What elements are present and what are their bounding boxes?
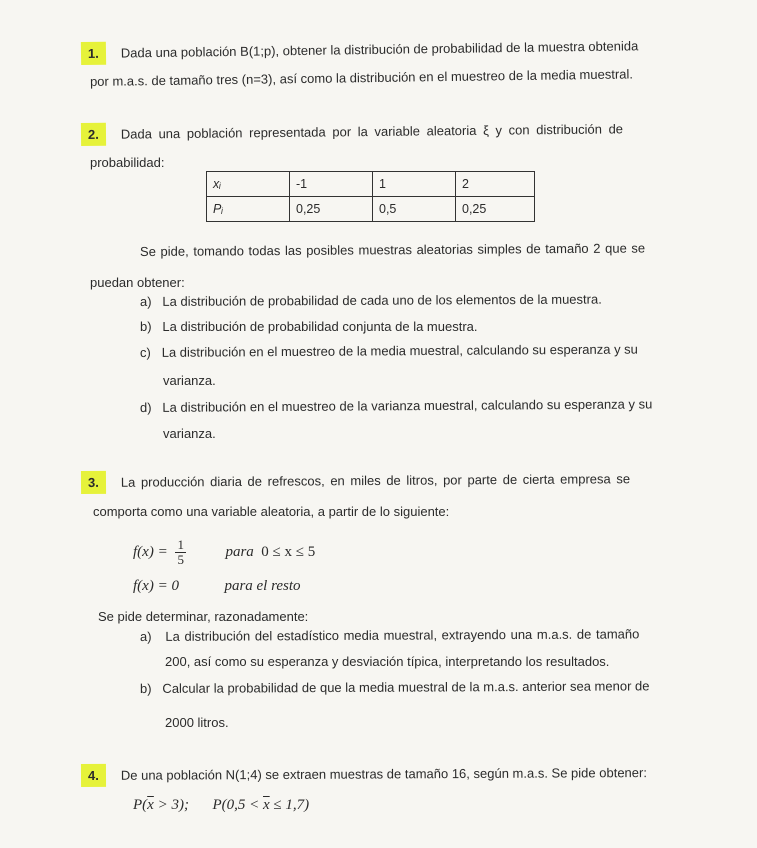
table-cell: 2 [456,172,535,197]
question-3-item-b [140,677,650,697]
question-2-intro-1: Se pide, tomando todas las posibles muestras aleatorias simples de tamaño 2 que se [139,240,646,259]
table-row-label: xᵢ [207,172,290,197]
question-4-text: De una población N(1;4) se extraen muestras de tamaño 16, según m.a.s. Se pide obtener: [120,765,647,783]
question-4-number: 4. [84,767,103,784]
question-2-item-a [140,291,602,310]
question-2-item-b [140,318,478,335]
table-row-label: Pᵢ [207,197,290,222]
question-2-item-d [140,395,652,416]
question-3-item-a-cont: 200, así como su esperanza y desviación típica, interpretando los resultados. [165,654,610,669]
item-text: Calcular la probabilidad de que la media muestral de la m.a.s. anterior sea menor de [162,678,650,696]
question-3-line-2: comporta como una variable aleatoria, a partir de lo siguiente: [93,504,450,519]
item-text: La distribución en el muestreo de la varianza muestral, calculando su esperanza y su [162,396,653,415]
table-cell: 1 [373,172,456,197]
question-1-text: Dada una población B(1;p), obtener la distribución de probabilidad de la muestra obtenida [120,38,639,61]
expression-2-prefix: P(0,5 < [212,797,263,813]
question-3-line-1 [84,470,630,491]
sample-mean-symbol: $\overline{x}$ [147,797,154,813]
fraction-numerator: 1 [177,537,184,553]
item-text: La distribución del estadístico media muestral, extrayendo una m.a.s. de tamaño [165,626,640,644]
formula-lhs: f(x) = [133,544,168,560]
formula-condition: para el resto [224,578,301,594]
density-formula-1 [133,535,315,569]
formula-condition-word: para [225,544,254,560]
question-3-item-b-cont: 2000 litros. [165,715,229,730]
formula-condition: 0 ≤ x ≤ 5 [261,544,316,560]
item-label: b) [140,319,152,334]
question-2-item-c-cont: varianza. [163,373,216,388]
question-3-text: La producción diaria de refrescos, en miles de litros, por parte de cierta empresa se [120,471,631,490]
question-3-number: 3. [84,474,103,491]
fraction [175,538,186,567]
question-2-line-1 [84,120,623,143]
question-1-number: 1. [84,45,103,62]
question-1-line-2: por m.a.s. de tamaño tres (n=3), así como la distribución en el muestreo de la media muestral. [89,66,634,89]
expression-2-suffix: ≤ 1,7) [269,797,310,813]
question-4-line-1 [84,764,647,784]
question-3-intro: Se pide determinar, razonadamente: [98,609,309,624]
question-2-intro-2: puedan obtener: [90,275,185,290]
item-text: La distribución en el muestreo de la media muestral, calculando su esperanza y su [161,341,638,360]
table-row [207,172,535,197]
density-formula-2 [133,578,301,595]
table-cell: 0,25 [456,197,535,222]
question-2-number: 2. [84,126,103,143]
item-text: La distribución de probabilidad conjunta de la muestra. [162,319,478,334]
question-2-text: Dada una población representada por la variable aleatoria ξ y con distribución de [120,121,624,142]
sample-mean-symbol: $\overline{x}$ [263,797,270,813]
table-row [207,197,535,222]
table-cell: -1 [290,172,373,197]
question-3-item-a [140,625,639,645]
probability-expressions [133,797,309,814]
item-label: a) [139,293,152,309]
question-2-line-2: probabilidad: [90,155,165,170]
question-2-item-c [140,341,638,361]
table-cell: 0,5 [373,197,456,222]
item-label: d) [139,399,152,415]
table-cell: 0,25 [290,197,373,222]
expression-1-suffix: > 3); [153,797,189,813]
item-label: b) [139,680,152,696]
item-text: La distribución de probabilidad de cada uno de los elementos de la muestra. [162,291,602,309]
probability-table [206,171,535,222]
item-label: a) [139,628,152,644]
item-label: c) [139,344,151,360]
formula-lhs: f(x) = 0 [133,578,179,594]
fraction-denominator: 5 [177,552,184,568]
question-2-item-d-cont: varianza. [163,426,216,441]
expression-1-prefix: P( [133,797,148,813]
question-1-line-1 [84,37,638,62]
